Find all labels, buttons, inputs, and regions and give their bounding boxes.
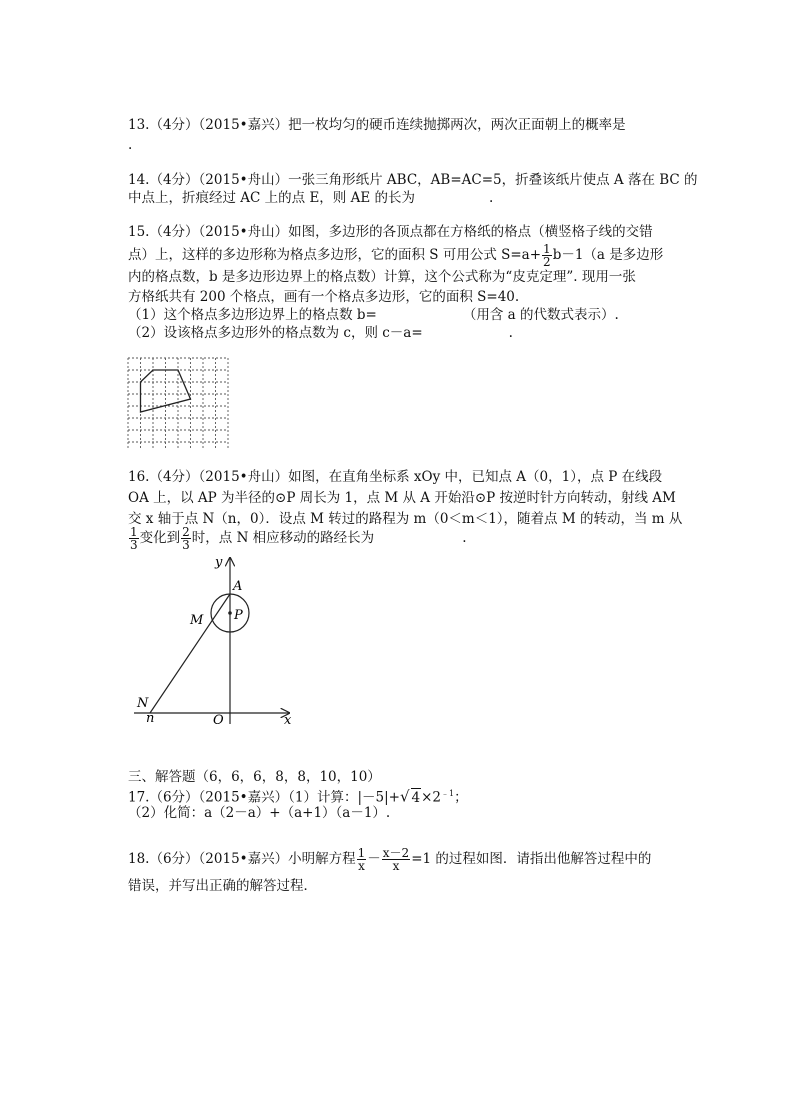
point-p <box>228 611 232 615</box>
q15-part2a: （2）设该格点多边形外的格点数为 c，则 c－a= <box>128 325 423 341</box>
q16-line3: 交 x 轴于点 N（n，0）．设点 M 转过的路程为 m（0＜m＜1），随着点 M 的转动，当 m 从 <box>128 511 683 527</box>
q15-part1 <box>128 306 619 324</box>
q17-sqrt-value: 4 <box>411 789 421 806</box>
q18-f2-den: x <box>392 859 400 873</box>
label-o: O <box>213 713 224 728</box>
q17-line1a: 17.（6分）（2015•嘉兴）（1）计算：|－5|+ <box>128 789 400 806</box>
q15-part2 <box>128 324 513 342</box>
q15-part1a: （1）这个格点多边形边界上的格点数 b= <box>128 307 377 323</box>
q18-f2-num: x－2 <box>382 846 410 860</box>
q16-line2: OA 上，以 AP 为半径的⊙P 周长为 1，点 M 从 A 开始沿⊙P 按逆时针方向转动，射线 AM <box>128 490 676 506</box>
q18-line1a: 18.（6分）（2015•嘉兴）小明解方程 <box>128 851 356 867</box>
q16-f1-den: 3 <box>130 538 138 552</box>
q16-fraction-2 <box>181 526 191 551</box>
q14-text: 中点上，折痕经过 AC 上的点 E，则 AE 的长为 <box>128 190 415 206</box>
q14-line2 <box>128 189 493 207</box>
q16-line1: 16.（4分）（2015•舟山）如图，在直角坐标系 xOy 中，已知点 A（0，1），点 P 在线段 <box>128 469 663 485</box>
q15-fraction <box>542 243 552 268</box>
q15-frac-num: 1 <box>543 242 551 256</box>
q16-f2-num: 2 <box>182 525 190 539</box>
label-y: y <box>215 555 223 570</box>
q18-f1-num: 1 <box>357 846 366 860</box>
q15-line2 <box>128 243 663 268</box>
q18-line1 <box>128 847 651 872</box>
q17-line1c: ； <box>454 789 468 806</box>
q14-line1: 14.（4分）（2015•舟山）一张三角形纸片 ABC，AB=AC=5，折叠该纸片使点 A 落在 BC 的 <box>128 172 698 188</box>
q15-line1: 15.（4分）（2015•舟山）如图，多边形的各顶点都在方格纸的格点（横竖格子线的交错 <box>128 224 653 240</box>
label-m: M <box>190 613 204 628</box>
q15-grid-figure <box>124 354 232 452</box>
q18-line2: 错误，并写出正确的解答过程． <box>128 878 317 894</box>
q15-line2b: b－1（a 是多边形 <box>552 247 664 263</box>
q15-part2b: . <box>508 325 513 341</box>
q15-line2a: 点）上，这样的多边形称为格点多边形，它的面积 S 可用公式 S=a+ <box>128 247 542 263</box>
ray-am <box>150 594 230 713</box>
q13-line1: 13.（4分）（2015•嘉兴）把一枚均匀的硬币连续抛掷两次，两次正面朝上的概率是 <box>128 117 626 133</box>
q18-f1-den: x <box>358 859 365 873</box>
label-x: x <box>284 713 292 728</box>
q16-end: . <box>462 530 467 546</box>
q13-line2: . <box>128 137 133 153</box>
q18-minus: － <box>367 851 381 867</box>
q17-line1b: ×2 <box>421 789 442 806</box>
q15-line4: 方格纸共有 200 个格点，画有一个格点多边形，它的面积 S=40. <box>128 289 520 305</box>
q17-exponent: ﹣1 <box>441 789 455 798</box>
q18-line1b: =1 的过程如图．请指出他解答过程中的 <box>411 851 652 867</box>
q15-line3: 内的格点数，b 是多边形边界上的格点数）计算，这个公式称为“皮克定理”. 现用一张 <box>128 269 636 285</box>
label-a: A <box>233 579 243 594</box>
label-n-value: n <box>146 711 155 726</box>
q16-fraction-1 <box>129 526 139 551</box>
label-n-point: N <box>137 696 149 711</box>
section3-heading: 三、解答题（6，6，6，8，8，10，10） <box>128 769 381 785</box>
q16-f2-den: 3 <box>182 538 190 552</box>
q18-fraction-1 <box>357 847 367 872</box>
label-p: P <box>234 608 243 623</box>
q16-mid: 变化到 <box>139 530 181 546</box>
q16-line4b: 时，点 N 相应移动的路经长为 <box>191 530 375 546</box>
q16-f1-num: 1 <box>130 525 138 539</box>
q14-end: . <box>489 190 494 206</box>
q16-coordinate-figure <box>124 552 304 732</box>
q15-frac-den: 2 <box>543 255 551 269</box>
q15-part1b: （用含 a 的代数式表示）. <box>462 307 619 323</box>
q18-fraction-2 <box>382 847 410 872</box>
q17-line2: （2）化简：a（2－a）+（a+1）（a－1）. <box>128 805 391 821</box>
q16-line4 <box>128 526 466 551</box>
sqrt-icon: √ <box>399 787 410 806</box>
